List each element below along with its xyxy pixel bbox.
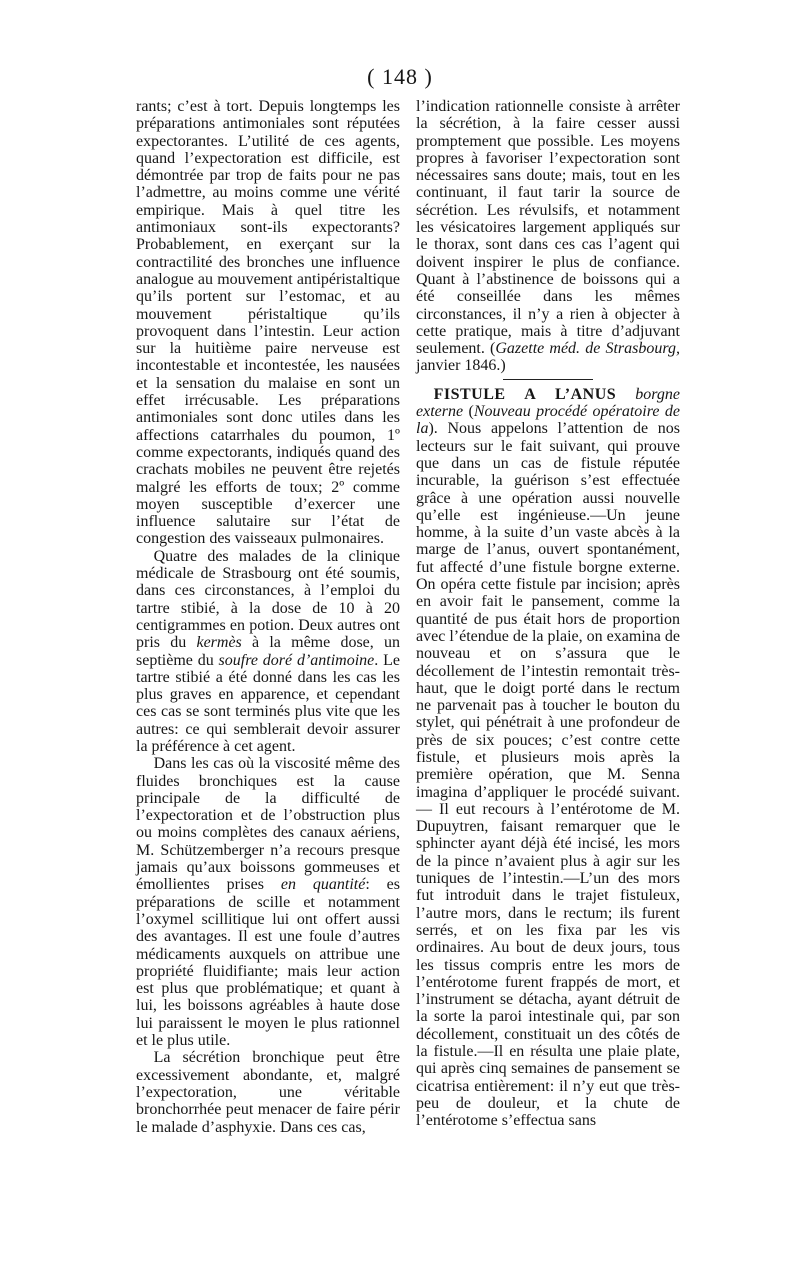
paragraph-viscosity <box>136 755 400 1049</box>
term-soufre-dore: soufre doré d’antimoine <box>218 651 375 669</box>
text-segment: à la même dose, un septième du <box>136 634 401 669</box>
text-segment: . Le tartre stibié a été donné dans les cas les plus graves en apparence, et cependant ces cas se sont terminés plus vite que les autres: ce qui semblerait devoir assurer la préférence à cet agent. <box>136 651 400 755</box>
text-segment: ( <box>463 403 474 421</box>
text-segment: Dans les cas où la viscosité même des fluides bronchiques est la cause principale de la difficulté de l’expectoration et de l’obstruction plus ou moins complètes des canaux aériens, M. Schützemberger n’a recours presque jamais qu’aux boissons gommeuses et émollientes prises <box>136 755 400 894</box>
article-fistule <box>416 386 680 1130</box>
left-column <box>136 98 400 1136</box>
text-segment: Quatre des malades de la clinique médicale de Strasbourg ont été soumis, dans ces circonstances, à l’emploi du tartre stibié, à la dose de 10 à 20 centigrammes en potion. Deux autres ont pris du <box>136 547 400 652</box>
text-segment: ). <box>428 420 448 438</box>
paragraph-bronchorrhea: La sécrétion bronchique peut être excessivement abondante, et, malgré l’expectoration, une véritable bronchorrhée peut menacer de faire périr le malade d’asphyxie. Dans ces cas, <box>136 1049 400 1136</box>
right-column <box>416 98 680 1130</box>
source-citation: Gazette méd. de Strasbourg, <box>495 340 680 358</box>
text-segment: janvier 1846.) <box>416 357 506 375</box>
paragraph-antimonials: rants; c’est à tort. Depuis longtemps les préparations antimoniales sont réputées expectorantes. L’utilité de ces agents, quand l’expectoration est difficile, est démontrée par trop de faits pour ne pas l’admettre, au moins comme une vérité empirique. Mais à quel titre les antimoniaux sont-ils expectorants? Probablement, en exerçant sur la contractilité des bronches une influence analogue au mouvement antipéristaltique qu’ils portent sur l’estomac, et au mouvement péristaltique qu’ils provoquent dans l’intestin. Leur action sur la huitième paire nerveuse est incontestable et incontestée, les nausées et la sensation du malaise en sont un effet irrécusable. Les préparations antimoniales sont donc utiles dans les affections catarrhales du poumon, 1º comme expectorants, indiqués quand des crachats mobiles ne peuvent être rejetés malgré les efforts de toux; 2º comme moyen susceptible d’exercer une influence salutaire sur l’état de congestion des vaisseaux pulmonaires. <box>136 98 400 548</box>
article-heading-procedure: Nouveau procédé opératoire de la <box>416 403 680 438</box>
term-en-quantite: en quantité <box>280 876 366 894</box>
paragraph-clinical-cases <box>136 548 400 756</box>
text-segment: : es préparations de scille et notamment l’oxymel scillitique lui ont offert aussi des avantages. Il est une foule d’autres médicaments auxquels on attribue une propriété fluidifiante; mais leur action est plus que problématique; et quant à lui, les boissons agréables à haute dose lui paraissent le moyen le plus rationnel et le plus utile. <box>136 876 400 1050</box>
section-divider <box>503 379 593 380</box>
page-number: ( 148 ) <box>367 64 433 89</box>
article-heading-subtitle: borgne externe <box>416 385 680 421</box>
term-kermes: kermès <box>196 634 242 652</box>
article-body: Nous appelons l’attention de nos lecteurs sur le fait suivant, qui prouve que dans un cas de fistule réputée incurable, la guérison s’est effectuée grâce à une opération aussi nouvelle qu’elle est ingénieuse.—Un jeune homme, à la suite d’un vaste abcès à la marge de l’anus, ouvert spontanément, fut affecté d’une fistule borgne externe. On opéra cette fistule par incision; après en avoir fait le pansement, comme la quantité de pus était hors de proportion avec l’étendue de la plaie, on examina de nouveau et on s’assura que le décollement de l’intestin remontait très-haut, que le doigt porté dans le rectum ne parvenait pas à toucher le bouton du stylet, qui pénétrait à une profondeur de près de six pouces; c’est contre cette fistule, et plusieurs mois après la première opération, que M. Senna imagina d’appliquer le procédé suivant. — Il eut recours à l’entérotome de M. Dupuytren, faisant remarquer que le sphincter ayant déjà été incisé, les mors de la pince n’avaient plus à agir sur les tuniques de l’intestin.—L’un des mors fut introduit dans le trajet fistuleux, l’autre mors, dans le rectum; ils furent serrés, et on les fixa par les vis ordinaires. Au bout de deux jours, tous les tissus compris entre les mors de l’entérotome furent frappés de mort, et l’instrument se détacha, ayant détruit de la sorte la paroi intestinale qui, par son décollement, constituait un des côtés de la fistule.—Il en résulta une plaie plate, qui après cinq semaines de pansement se cicatrisa entièrement: il n’y eut que très-peu de douleur, et la chute de l’entérotome s’effectua sans <box>416 420 681 1130</box>
article-heading: FISTULE A L’ANUS <box>433 385 617 403</box>
text-segment: l’indication rationnelle consiste à arrêter la sécrétion, à la faire cesser aussi promptement que possible. Les moyens propres à favoriser l’expectoration sont nécessaires sans doute; mais, tout en les continuant, il faut tarir la source de sécrétion. Les révulsifs, et notamment les vésicatoires largement appliqués sur le thorax, sont dans ces cas l’agent qui doivent inspirer le plus de confiance. Quant à l’abstinence de boissons qui a été conseillée dans les mêmes circonstances, il n’y a rien à objecter à cette pratique, mais à titre d’adjuvant seulement. ( <box>416 98 680 358</box>
paragraph-indication <box>416 98 680 375</box>
